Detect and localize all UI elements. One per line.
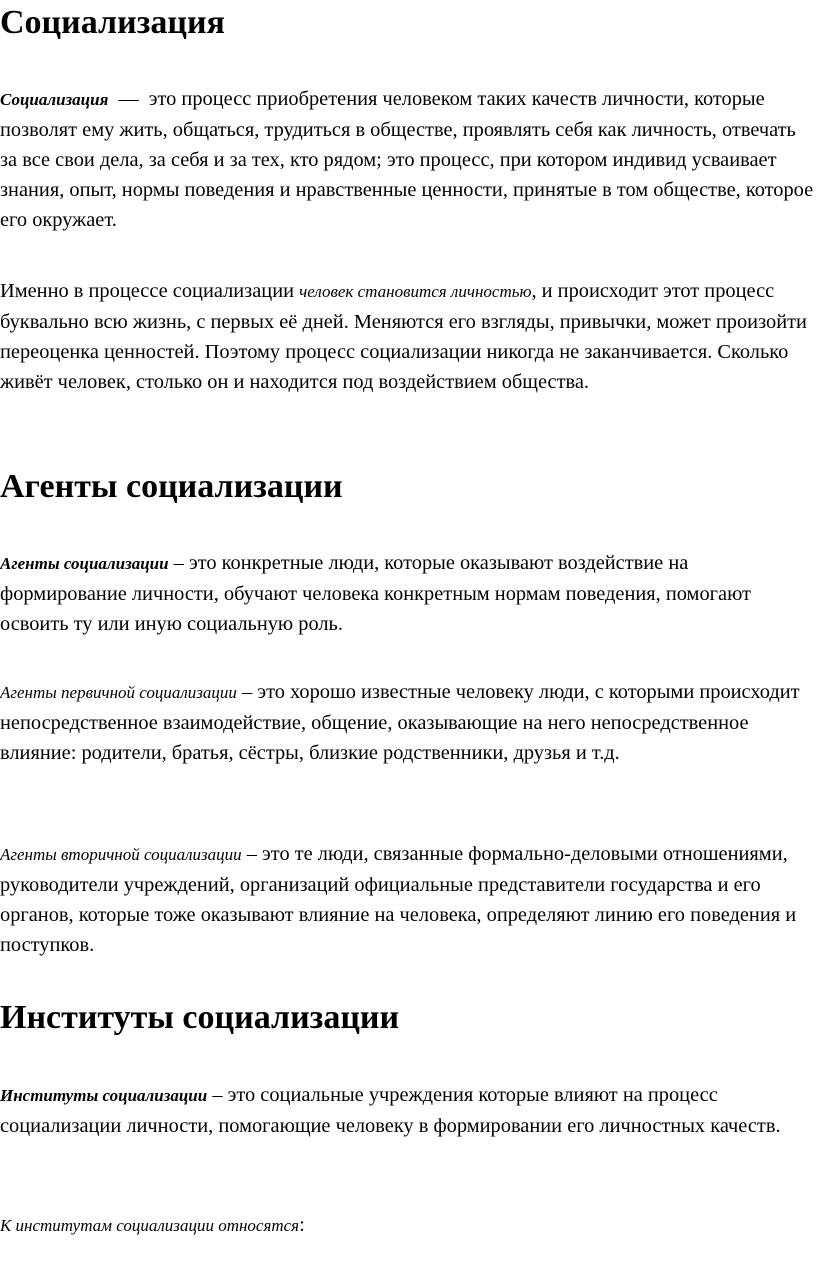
term-socialization: Социализация (0, 90, 109, 109)
process-lead-text: Именно в процессе социализации (0, 280, 295, 302)
definition-text: это процесс приобретения человеком таких качеств личности, которые позволят ему жить, общаться, трудиться в обществе, проявлять себя как личность, отвечать за все свои дела, за себя и за тех, кто рядом; это процесс, при котором индивид усваивает знания, опыт, нормы поведения и нравственные ценности, принятые в том обществе, которое его окружает. (0, 88, 814, 231)
term-primary-agents: Агенты первичной социализации (0, 683, 237, 702)
emphasis-becomes-personality: человек становится личностью (299, 282, 532, 301)
paragraph-agents-definition (0, 548, 816, 639)
paragraph-secondary-agents (0, 839, 816, 960)
heading-agents: Агенты социализации (0, 468, 343, 505)
term-institutions: Институты социализации (0, 1086, 208, 1105)
em-dash: — (118, 88, 139, 110)
institutions-definition-text: – это социальные учреждения которые влияют на процесс социализации личности, помогающие человеку в формировании его личностных качеств. (0, 1084, 781, 1137)
process-rest-text: , и происходит этот процесс буквально всю жизнь, с первых её дней. Меняются его взгляды, привычки, может произойти переоценка ценностей. Поэтому процесс социализации никогда не заканчивается. Сколько живёт человек, столько он и находится под воздействием общества. (0, 280, 807, 393)
paragraph-socialization-process (0, 276, 816, 397)
heading-socialization: Социализация (0, 4, 225, 41)
primary-agents-text: – это хорошо известные человеку люди, с которыми происходит непосредственное взаимодействие, общение, оказывающие на него непосредственное влияние: родители, братья, сёстры, близкие родственники, друзья и т.д. (0, 681, 800, 764)
term-agents: Агенты социализации (0, 554, 169, 573)
term-institutions-include: К институтам социализации относятся (0, 1216, 300, 1235)
colon: : (299, 1214, 305, 1236)
agents-definition-text: – это конкретные люди, которые оказывают воздействие на формирование личности, обучают человека конкретным нормам поведения, помогают освоить ту или иную социальную роль. (0, 552, 751, 635)
secondary-agents-text: – это те люди, связанные формально-деловыми отношениями, руководители учреждений, организаций официальные представители государства и его органов, которые тоже оказывают влияние на человека, определяют линию его поведения и поступков. (0, 843, 797, 956)
term-secondary-agents: Агенты вторичной социализации (0, 845, 242, 864)
paragraph-institutions-definition (0, 1080, 816, 1141)
heading-institutions: Институты социализации (0, 999, 400, 1036)
paragraph-institutions-list-intro (0, 1210, 816, 1241)
paragraph-primary-agents (0, 677, 816, 768)
paragraph-socialization-definition (0, 84, 816, 235)
